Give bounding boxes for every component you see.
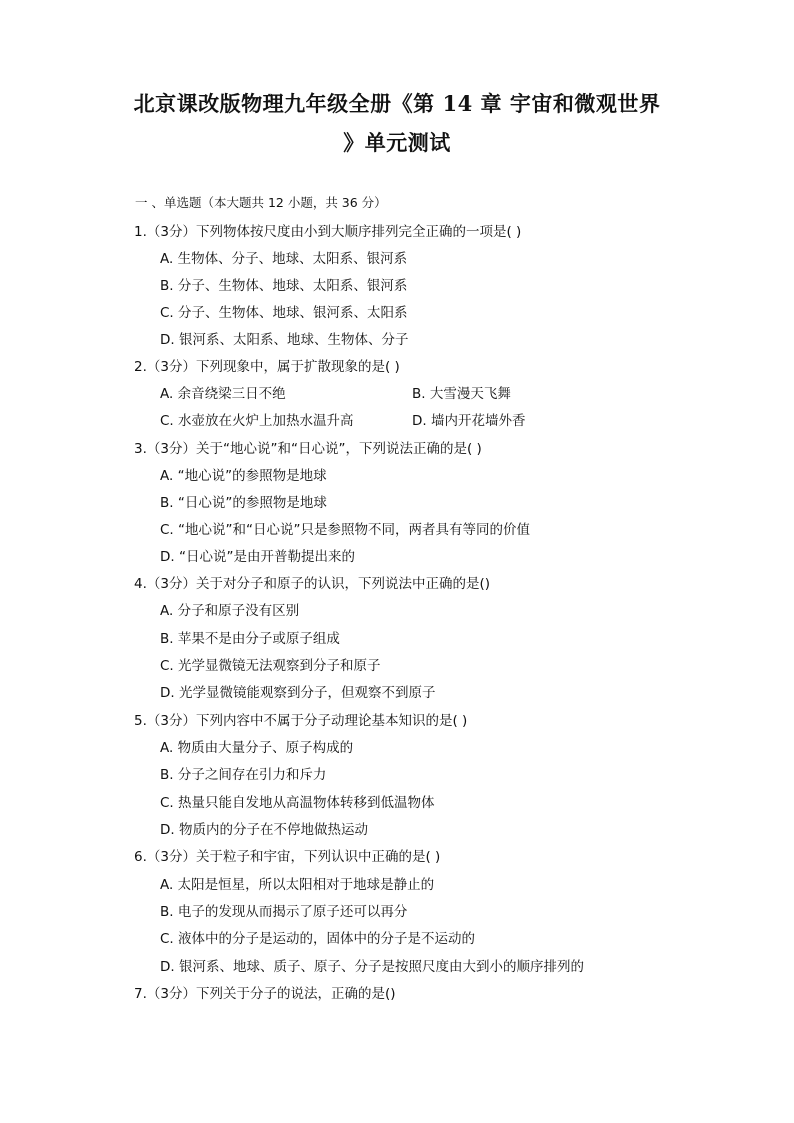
question-6-option-c: C. 液体中的分子是运动的，固体中的分子是不运动的 [160,931,476,947]
question-1-option-a: A. 生物体、分子、地球、太阳系、银河系 [160,251,408,267]
question-4-option-c: C. 光学显微镜无法观察到分子和原子 [160,658,381,674]
question-4-option-d: D. 光学显微镜能观察到分子，但观察不到原子 [160,685,436,701]
question-3-option-d: D. “日心说”是由开普勒提出来的 [160,549,355,565]
question-2-stem: 2.（3分）下列现象中，属于扩散现象的是( ) [134,359,400,375]
question-4-option-b: B. 苹果不是由分子或原子组成 [160,631,340,647]
question-5-option-b: B. 分子之间存在引力和斥力 [160,767,327,783]
question-2-option-a: A. 余音绕梁三日不绝 [160,386,286,402]
document-title-line1: 北京课改版物理九年级全册《第 14 章 宇宙和微观世界 [133,91,661,116]
question-4-option-a: A. 分子和原子没有区别 [160,603,300,619]
question-3-option-b: B. “日心说”的参照物是地球 [160,495,327,511]
question-2-option-b: B. 大雪漫天飞舞 [412,386,511,402]
question-6-option-b: B. 电子的发现从而揭示了原子还可以再分 [160,904,408,920]
section-heading: 一 、单选题（本大题共 12 小题，共 36 分） [135,195,387,210]
question-3-option-a: A. “地心说”的参照物是地球 [160,468,327,484]
question-1-option-d: D. 银河系、太阳系、地球、生物体、分子 [160,332,409,348]
question-2-option-d: D. 墙内开花墙外香 [412,413,526,429]
question-1-stem: 1.（3分）下列物体按尺度由小到大顺序排列完全正确的一项是( ) [134,224,522,240]
question-7-stem: 7.（3分）下列关于分子的说法，正确的是() [134,986,396,1002]
question-1-option-b: B. 分子、生物体、地球、太阳系、银河系 [160,278,408,294]
question-3-stem: 3.（3分）关于“地心说”和“日心说”，下列说法正确的是( ) [134,441,482,457]
question-6-option-d: D. 银河系、地球、质子、原子、分子是按照尺度由大到小的顺序排列的 [160,959,584,975]
question-6-option-a: A. 太阳是恒星，所以太阳相对于地球是静止的 [160,877,435,893]
question-4-stem: 4.（3分）关于对分子和原子的认识，下列说法中正确的是() [134,576,491,592]
question-1-option-c: C. 分子、生物体、地球、银河系、太阳系 [160,305,408,321]
document-title-line2: 》单元测试 [343,130,451,155]
question-5-option-a: A. 物质由大量分子、原子构成的 [160,740,354,756]
question-5-option-c: C. 热量只能自发地从高温物体转移到低温物体 [160,795,435,811]
question-2-option-c: C. 水壶放在火炉上加热水温升高 [160,413,354,429]
question-3-option-c: C. “地心说”和“日心说”只是参照物不同，两者具有等同的价值 [160,522,530,538]
question-6-stem: 6.（3分）关于粒子和宇宙，下列认识中正确的是( ) [134,849,441,865]
question-5-option-d: D. 物质内的分子在不停地做热运动 [160,822,368,838]
question-5-stem: 5.（3分）下列内容中不属于分子动理论基本知识的是( ) [134,713,468,729]
